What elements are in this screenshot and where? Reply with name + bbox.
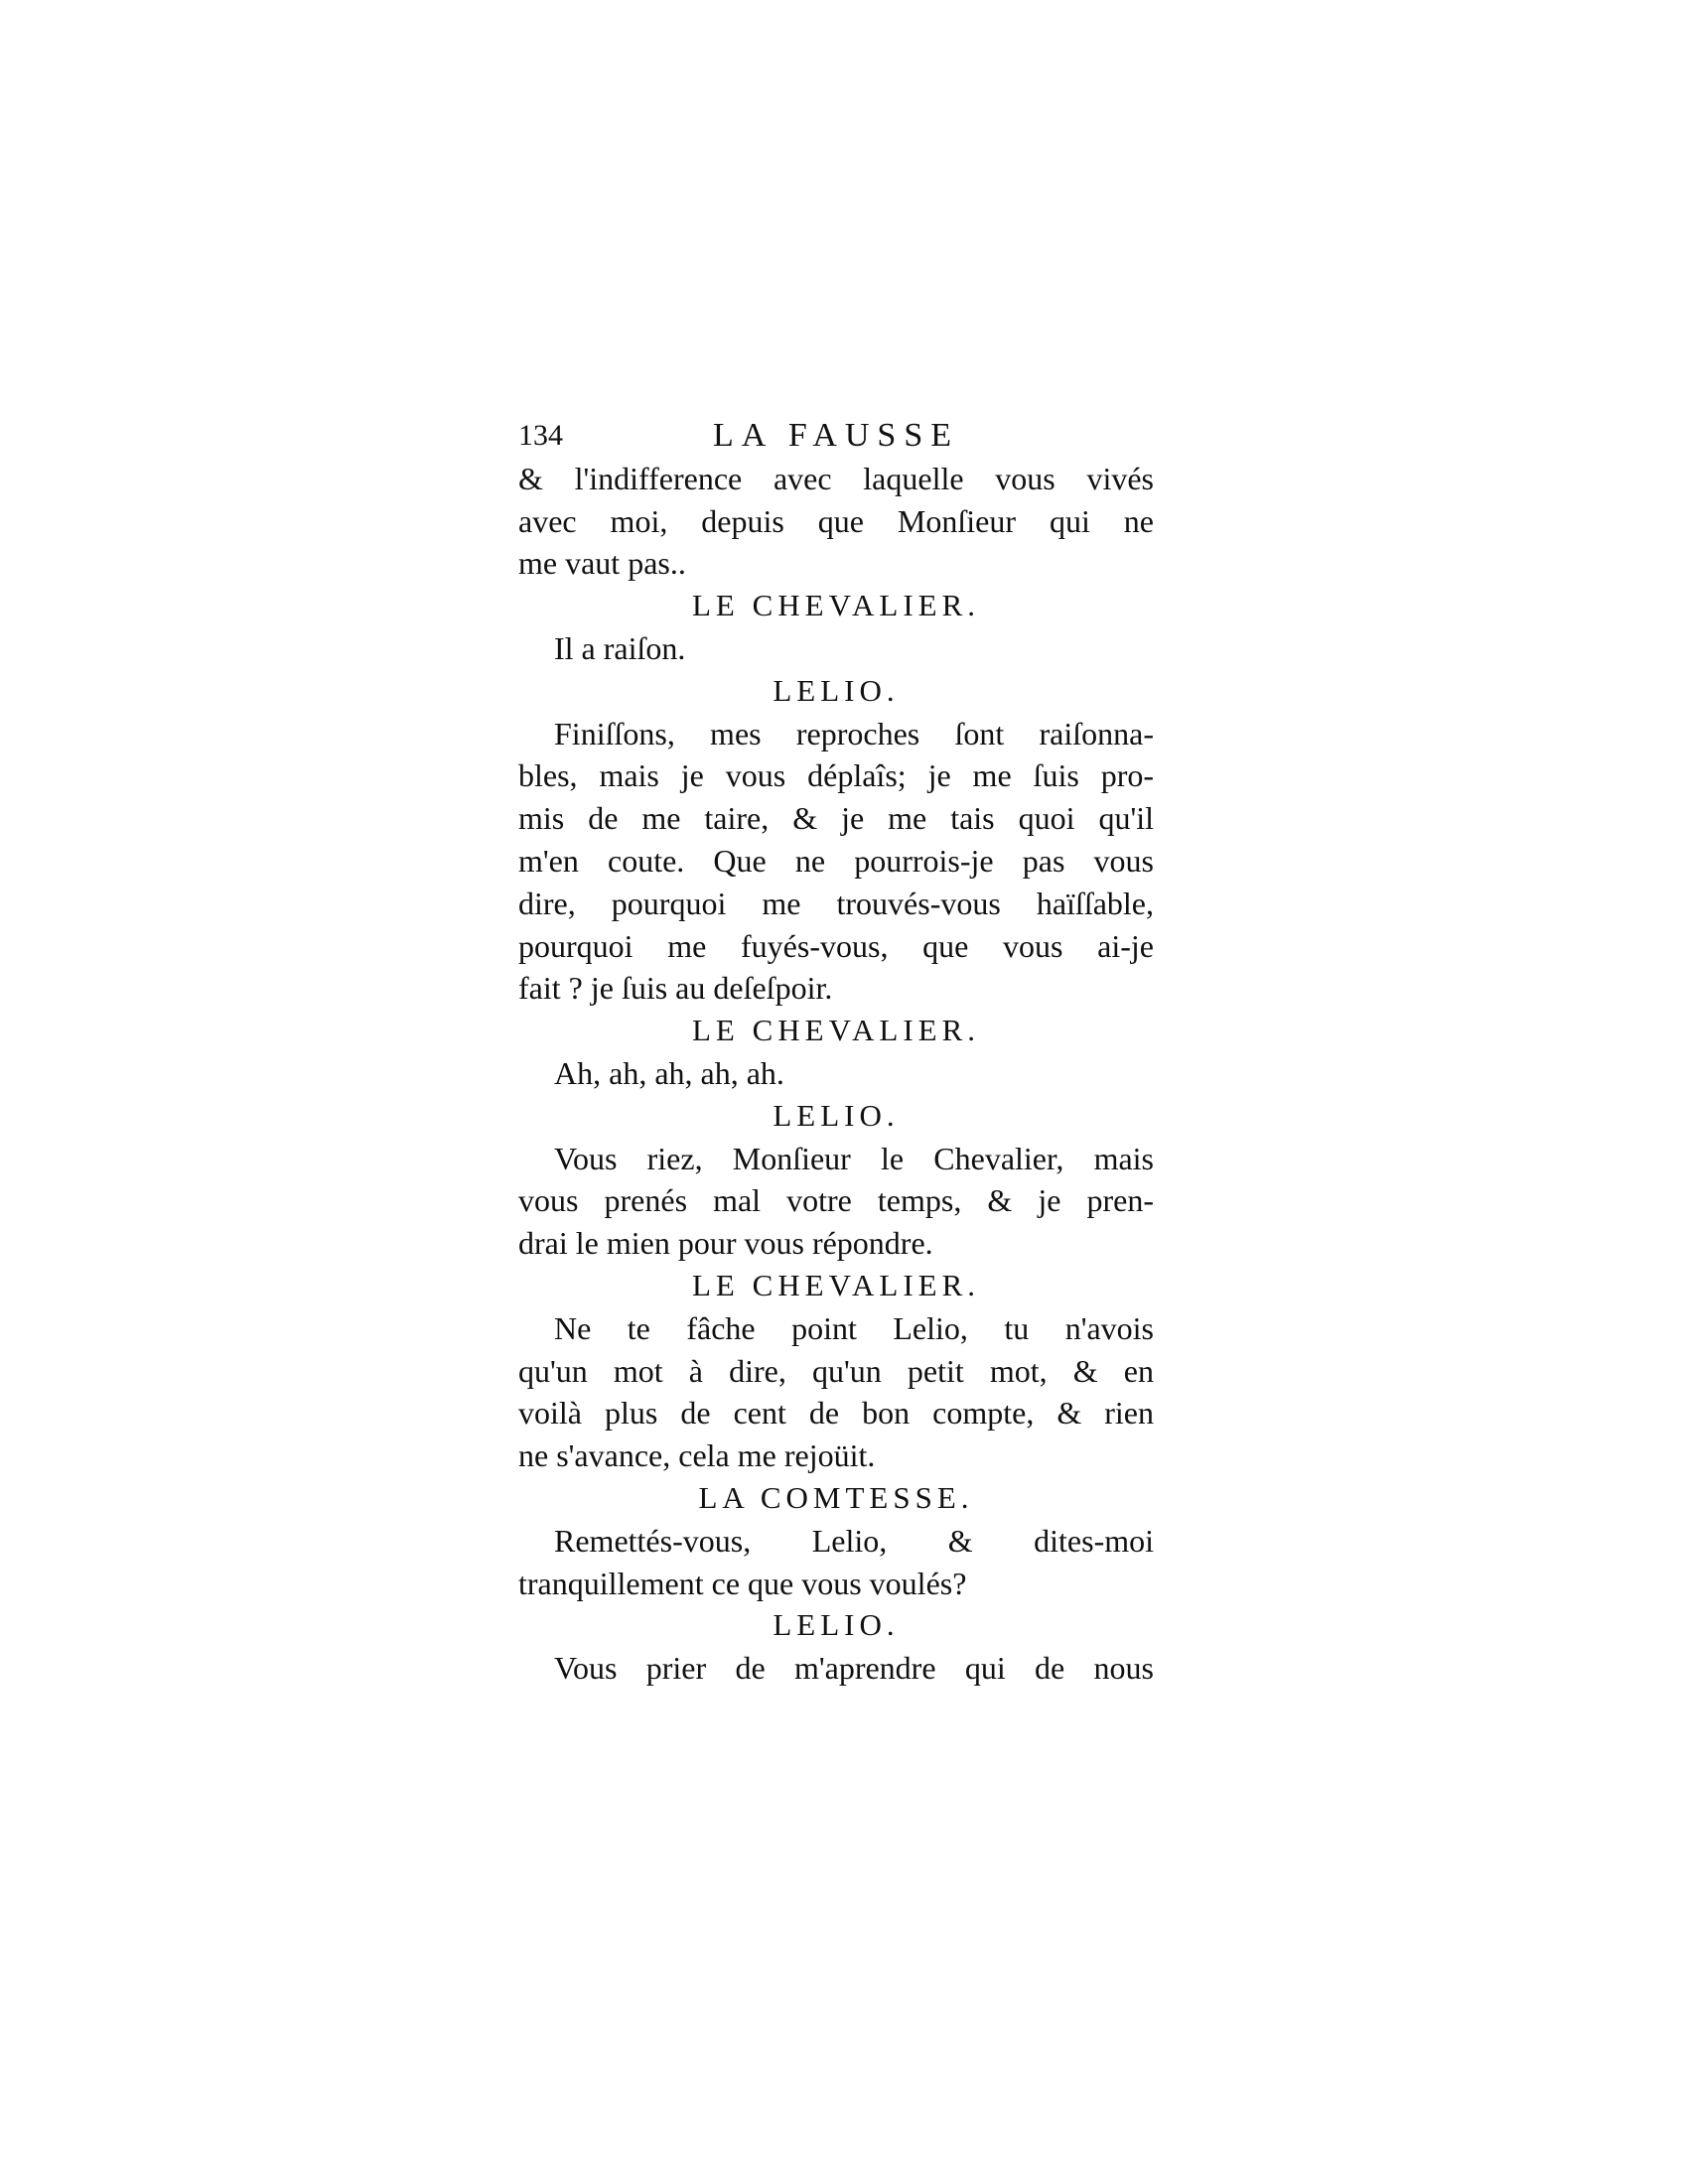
text-line: vous prenés mal votre temps, & je pren- xyxy=(518,1182,1154,1219)
running-title: LA FAUSSE xyxy=(712,417,960,454)
speaker-name: LELIO. xyxy=(773,1097,900,1133)
text-line: pourquoi me fuyés-vous, que vous ai-je xyxy=(518,927,1154,964)
speaker-name: LA COMTESSE. xyxy=(698,1479,974,1515)
speaker-name: LE CHEVALIER. xyxy=(691,1013,981,1048)
text-line: bles, mais je vous déplaîs; je me ſuis pro- xyxy=(518,757,1154,794)
text-line: Finiſſons, mes reproches ſont raiſonna- xyxy=(554,715,1154,751)
text-line: Remettés-vous, Lelio, & dites-moi xyxy=(554,1522,1154,1559)
text-line: me vaut pas.. xyxy=(518,545,686,582)
speaker-name: LELIO. xyxy=(773,1607,900,1643)
speaker-name: LE CHEVALIER. xyxy=(691,1267,981,1302)
text-line: fait ? je ſuis au deſeſpoir. xyxy=(518,970,833,1007)
running-header xyxy=(518,415,1154,458)
text-line: voilà plus de cent de bon compte, & rien xyxy=(518,1395,1154,1432)
speaker-name: LE CHEVALIER. xyxy=(691,588,981,623)
speaker-name: LELIO. xyxy=(773,672,900,708)
text-line: drai le mien pour vous répondre. xyxy=(518,1225,933,1262)
text-line: qu'un mot à dire, qu'un petit mot, & en xyxy=(518,1352,1154,1389)
page-number: 134 xyxy=(518,419,563,452)
text-line: avec moi, depuis que Monſieur qui ne xyxy=(518,502,1154,539)
text-line: tranquillement ce que vous voulés? xyxy=(518,1565,967,1601)
text-line: Il a raiſon. xyxy=(554,629,686,666)
text-line: mis de me taire, & je me tais quoi qu'il xyxy=(518,800,1154,837)
text-line: m'en coute. Que ne pourrois-je pas vous xyxy=(518,842,1154,879)
text-line: Vous prier de m'aprendre qui de nous xyxy=(554,1650,1154,1687)
text-line: ne s'avance, cela me rejoüit. xyxy=(518,1437,876,1474)
text-line: & l'indifference avec laquelle vous vivés xyxy=(518,460,1154,496)
text-line: Ah, ah, ah, ah, ah. xyxy=(554,1054,784,1091)
text-line: dire, pourquoi me trouvés-vous haïſſable, xyxy=(518,885,1154,921)
book-page xyxy=(518,415,1154,1690)
text-line: Vous riez, Monſieur le Chevalier, mais xyxy=(554,1140,1154,1176)
text-line: Ne te fâche point Lelio, tu n'avois xyxy=(554,1309,1154,1346)
